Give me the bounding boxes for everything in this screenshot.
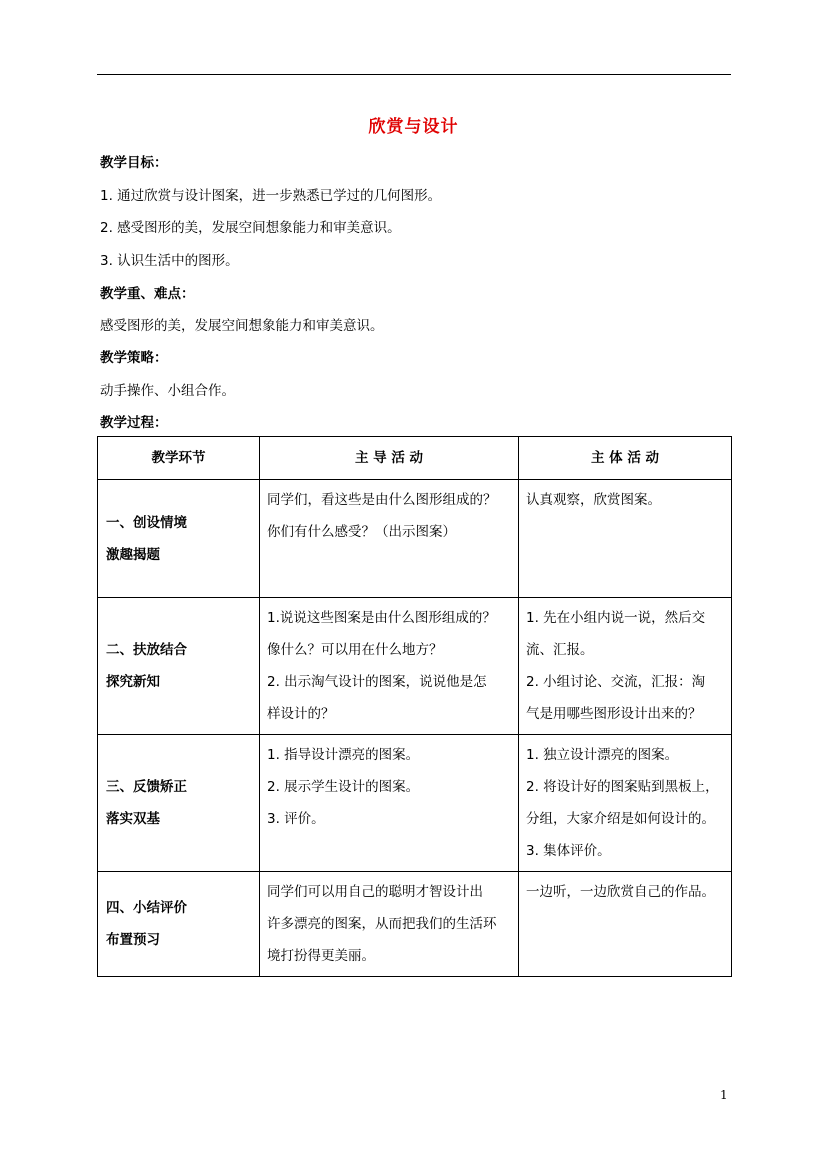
cell-line: 认真观察，欣赏图案。 <box>526 492 661 508</box>
lesson-process-table <box>97 436 732 977</box>
subject-activity-cell <box>519 872 732 977</box>
stage-line: 探究新知 <box>106 674 160 690</box>
cell-line: 流、汇报。 <box>526 642 594 658</box>
subject-activity-cell <box>519 598 732 735</box>
table-row <box>98 872 732 977</box>
cell-line: 2. 展示学生设计的图案。 <box>267 779 420 795</box>
stage-line: 二、扶放结合 <box>106 642 187 658</box>
cell-line: 一边听，一边欣赏自己的作品。 <box>526 884 715 900</box>
cell-line: 许多漂亮的图案，从而把我们的生活环 <box>267 916 497 932</box>
stage-line: 落实双基 <box>106 811 160 827</box>
cell-line: 1. 指导设计漂亮的图案。 <box>267 747 420 763</box>
header-subject-activity: 主 体 活 动 <box>519 437 732 480</box>
lead-activity-cell <box>260 598 519 735</box>
table-header-row <box>98 437 732 480</box>
lead-activity-cell <box>260 735 519 872</box>
page-number: 1 <box>720 1088 728 1102</box>
key-points-text: 感受图形的美，发展空间想象能力和审美意识。 <box>100 318 384 334</box>
stage-line: 布置预习 <box>106 932 160 948</box>
cell-line: 样设计的？ <box>267 706 335 722</box>
cell-line: 同学们可以用自己的聪明才智设计出 <box>267 884 483 900</box>
goal-item-1: 1. 通过欣赏与设计图案，进一步熟悉已学过的几何图形。 <box>100 188 442 204</box>
cell-line: 你们有什么感受？（出示图案） <box>267 524 456 540</box>
subject-activity-cell <box>519 480 732 598</box>
cell-line: 1. 独立设计漂亮的图案。 <box>526 747 679 763</box>
cell-line: 1.说说这些图案是由什么图形组成的？ <box>267 610 496 626</box>
cell-line: 同学们，看这些是由什么图形组成的？ <box>267 492 497 508</box>
table-row <box>98 480 732 598</box>
cell-line: 气是用哪些图形设计出来的？ <box>526 706 702 722</box>
process-heading: 教学过程： <box>100 415 168 431</box>
stage-cell <box>98 872 260 977</box>
cell-line: 境打扮得更美丽。 <box>267 948 375 964</box>
goals-heading: 教学目标： <box>100 155 168 171</box>
cell-line: 1. 先在小组内说一说，然后交 <box>526 610 706 626</box>
strategy-heading: 教学策略： <box>100 350 168 366</box>
cell-line: 像什么？可以用在什么地方？ <box>267 642 443 658</box>
cell-line: 2. 将设计好的图案贴到黑板上， <box>526 779 719 795</box>
cell-line: 分组，大家介绍是如何设计的。 <box>526 811 715 827</box>
cell-line: 2. 出示淘气设计的图案，说说他是怎 <box>267 674 487 690</box>
subject-activity-cell <box>519 735 732 872</box>
header-lead-activity: 主 导 活 动 <box>260 437 519 480</box>
goal-item-3: 3. 认识生活中的图形。 <box>100 253 239 269</box>
cell-line: 2. 小组讨论、交流，汇报：淘 <box>526 674 706 690</box>
stage-cell <box>98 735 260 872</box>
cell-line: 3. 集体评价。 <box>526 843 611 859</box>
stage-line: 一、创设情境 <box>106 514 187 531</box>
stage-cell <box>98 598 260 735</box>
lead-activity-cell <box>260 480 519 598</box>
header-stage: 教学环节 <box>98 437 260 480</box>
key-points-heading: 教学重、难点： <box>100 286 195 302</box>
goal-item-2: 2. 感受图形的美，发展空间想象能力和审美意识。 <box>100 220 401 236</box>
page-title: 欣赏与设计 <box>368 117 459 137</box>
stage-line: 三、反馈矫正 <box>106 779 187 795</box>
table-row <box>98 735 732 872</box>
cell-line: 3. 评价。 <box>267 811 325 827</box>
stage-cell <box>98 480 260 598</box>
lead-activity-cell <box>260 872 519 977</box>
stage-line: 激趣揭题 <box>106 546 160 563</box>
header-rule <box>97 74 731 75</box>
stage-line: 四、小结评价 <box>106 900 187 916</box>
table-row <box>98 598 732 735</box>
strategy-text: 动手操作、小组合作。 <box>100 383 235 399</box>
